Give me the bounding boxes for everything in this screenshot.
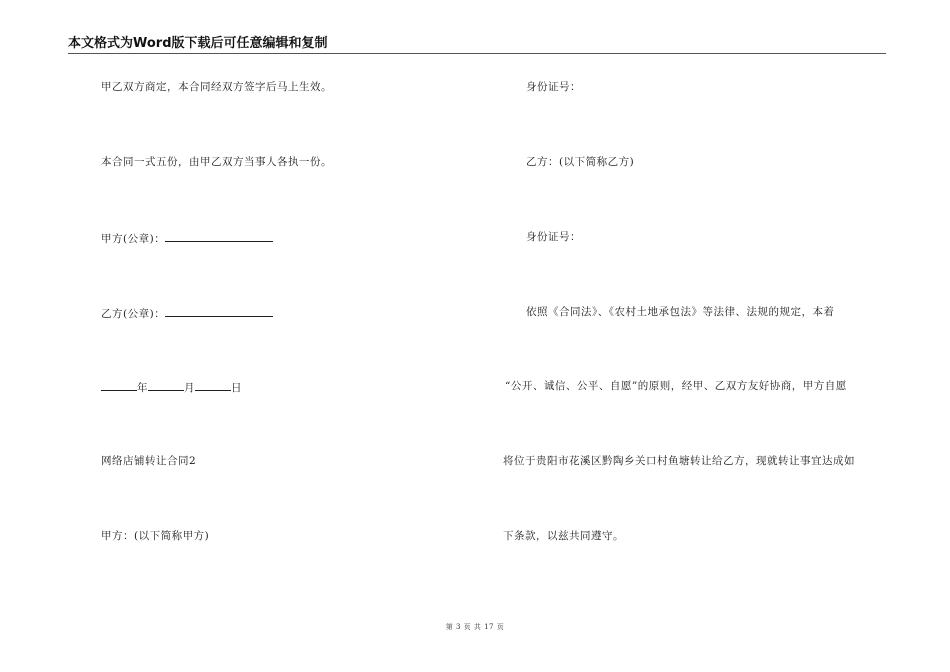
party-a-intro: 甲方：(以下简称甲方) [101, 530, 210, 542]
id-number-label-2: 身份证号： [526, 231, 581, 243]
document-header [68, 36, 886, 54]
page-number: 第 3 页 共 17 页 [445, 623, 505, 631]
header-title: 本文格式为Word版下载后可任意编辑和复制 [68, 36, 328, 51]
effect-clause: 甲乙双方商定，本合同经双方签字后马上生效。 [101, 81, 332, 93]
party-b-seal-line [101, 305, 273, 321]
party-b-seal-blank [165, 305, 273, 317]
party-b-seal-label: 乙方(公章)： [101, 308, 166, 320]
id-number-label-1: 身份证号： [526, 81, 581, 93]
paragraph-line-4: 下条款，以兹共同遵守。 [503, 530, 624, 542]
paragraph-line-3: 将位于贵阳市花溪区黔陶乡关口村鱼塘转让给乙方，现就转让事宜达成如 [503, 455, 855, 467]
section-title: 网络店铺转让合同2 [101, 455, 197, 467]
paragraph-line-2: “公开、诚信、公平、自愿”的原则，经甲、乙双方友好协商，甲方自愿 [505, 380, 847, 392]
day-blank [195, 379, 231, 391]
party-b-intro: 乙方：(以下简称乙方) [526, 156, 635, 168]
month-blank [148, 379, 184, 391]
month-label: 月 [184, 382, 195, 394]
party-a-seal-line [101, 230, 273, 246]
day-label: 日 [231, 382, 242, 394]
year-label: 年 [137, 382, 148, 394]
party-a-seal-label: 甲方(公章)： [101, 233, 166, 245]
party-a-seal-blank [165, 230, 273, 242]
paragraph-line-1: 依照《合同法》、《农村土地承包法》等法律、法规的规定，本着 [526, 306, 835, 318]
copies-clause: 本合同一式五份，由甲乙双方当事人各执一份。 [101, 156, 332, 168]
year-blank [101, 379, 137, 391]
date-line [101, 379, 242, 395]
